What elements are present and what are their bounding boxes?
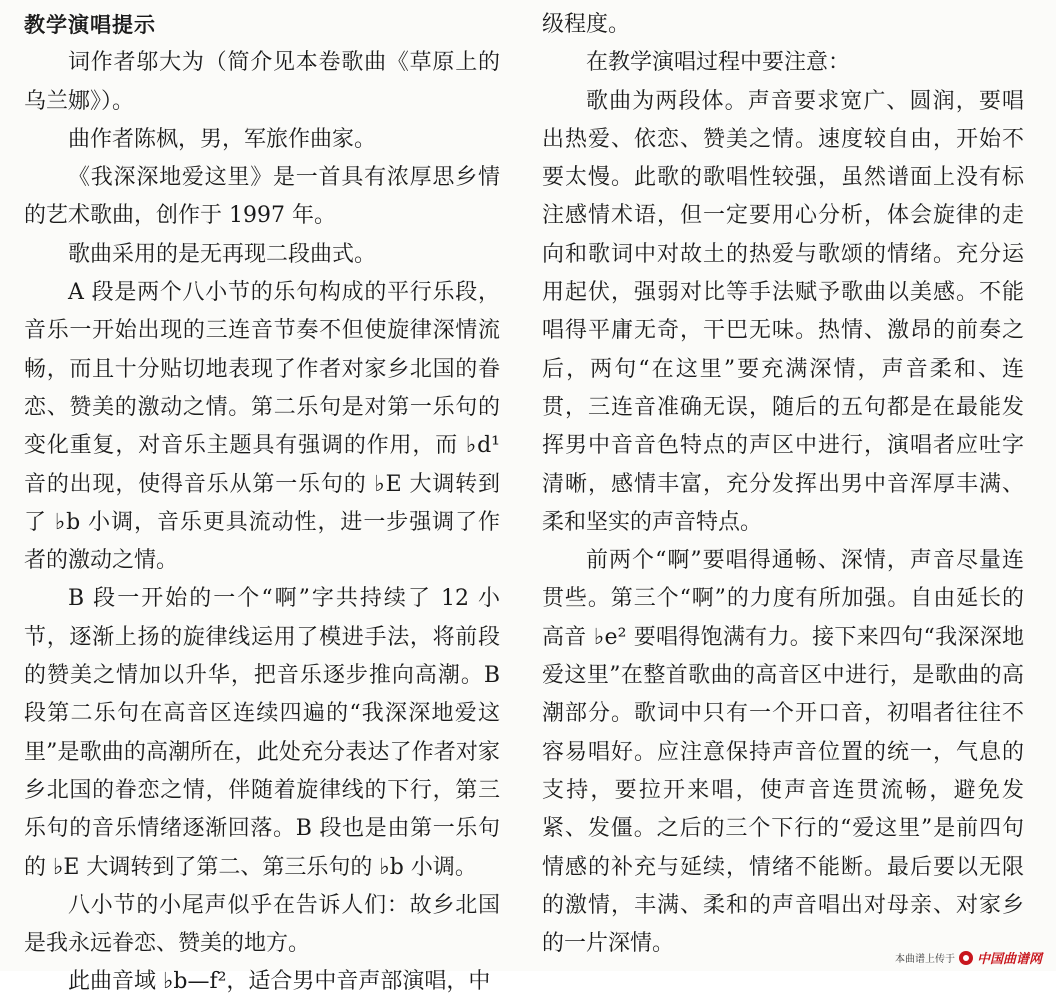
right-column xyxy=(542,6,1024,963)
paragraph-coda: 八小节的小尾声似乎在告诉人们：故乡北国是我永远眷恋、赞美的地方。 xyxy=(24,892,500,957)
footer-watermark xyxy=(895,948,1042,967)
site-logo-icon xyxy=(959,951,973,965)
paragraph-notes-intro: 在教学演唱过程中要注意： xyxy=(586,50,851,76)
section-heading: 教学演唱提示 xyxy=(24,13,156,37)
left-column xyxy=(24,6,500,1002)
paragraph-section-b: B 段一开始的一个“啊”字共持续了 12 小节，逐渐上扬的旋律线运用了模进手法，将前段的赞美之情加以升华，把音乐逐步推向高潮。B 段第二乐句在高音区连续四遍的“我深深地爱这里”是歌曲的高潮所在，此处充分表达了作者对家乡北国的眷恋之情，伴随着旋律线的下行，第三乐句的音乐情绪逐渐回落。B 段也是由第一乐句的 ♭E 大调转到了第二、第三乐句的 ♭b 小调。 xyxy=(24,586,500,880)
paragraph-section-a: A 段是两个八小节的乐句构成的平行乐段，音乐一开始出现的三连音节奏不但使旋律深情流畅，而且十分贴切地表现了作者对家乡北国的眷恋、赞美的激动之情。第二乐句是对第一乐句的变化重复，对音乐主题具有强调的作用，而 ♭d¹ 音的出现，使得音乐从第一乐句的 ♭E 大调转到了 ♭b 小调，音乐更具流动性，进一步强调了作者的激动之情。 xyxy=(24,280,500,574)
paragraph-climax-notes: 前两个“啊”要唱得通畅、深情，声音尽量连贯些。第三个“啊”的力度有所加强。自由延长的高音 ♭e² 要唱得饱满有力。接下来四句“我深深地爱这里”在整首歌曲的高音区中进行，是歌曲的高潮部分。歌词中只有一个开口音，初唱者往往不容易唱好。应注意保持声音位置的统一，气息的支持，要拉开来唱，使声音连贯流畅，避免发紧、发僵。之后的三个下行的“爱这里”是前四句情感的补充与延续，情绪不能断。最后要以无限的激情，丰满、柔和的声音唱出对母亲、对家乡的一片深情。 xyxy=(542,548,1024,957)
paragraph-range-continued: 级程度。 xyxy=(542,12,631,37)
footer-uploaded-text: 本曲谱上传于 xyxy=(894,954,955,965)
paragraph-composer: 曲作者陈枫，男，军旅作曲家。 xyxy=(68,126,377,152)
footer-site-name: 中国曲谱网 xyxy=(976,952,1042,967)
paragraph-performance-notes: 歌曲为两段体。声音要求宽广、圆润，要唱出热爱、依恋、赞美之情。速度较自由，开始不要太慢。此歌的歌唱性较强，虽然谱面上没有标注感情术语，但一定要用心分析，体会旋律的走向和歌词中对故土的热爱与歌颂的情绪。充分运用起伏，强弱对比等手法赋予歌曲以美感。不能唱得平庸无奇，干巴无味。热情、激昂的前奏之后，两句“在这里”要充满深情，声音柔和、连贯，三连音准确无误，随后的五句都是在最能发挥男中音音色特点的声区中进行，演唱者应吐字清晰，感情丰富，充分发挥出男中音浑厚丰满、柔和坚实的声音特点。 xyxy=(542,88,1024,535)
paragraph-range: 此曲音域 ♭b—f²，适合男中音声部演唱，中 xyxy=(68,969,491,995)
paragraph-form: 歌曲采用的是无再现二段曲式。 xyxy=(68,241,377,267)
paragraph-lyricist: 词作者邬大为（简介见本卷歌曲《草原上的乌兰娜》）。 xyxy=(24,50,500,114)
paragraph-intro: 《我深深地爱这里》是一首具有浓厚思乡情的艺术歌曲，创作于 1997 年。 xyxy=(24,165,500,229)
